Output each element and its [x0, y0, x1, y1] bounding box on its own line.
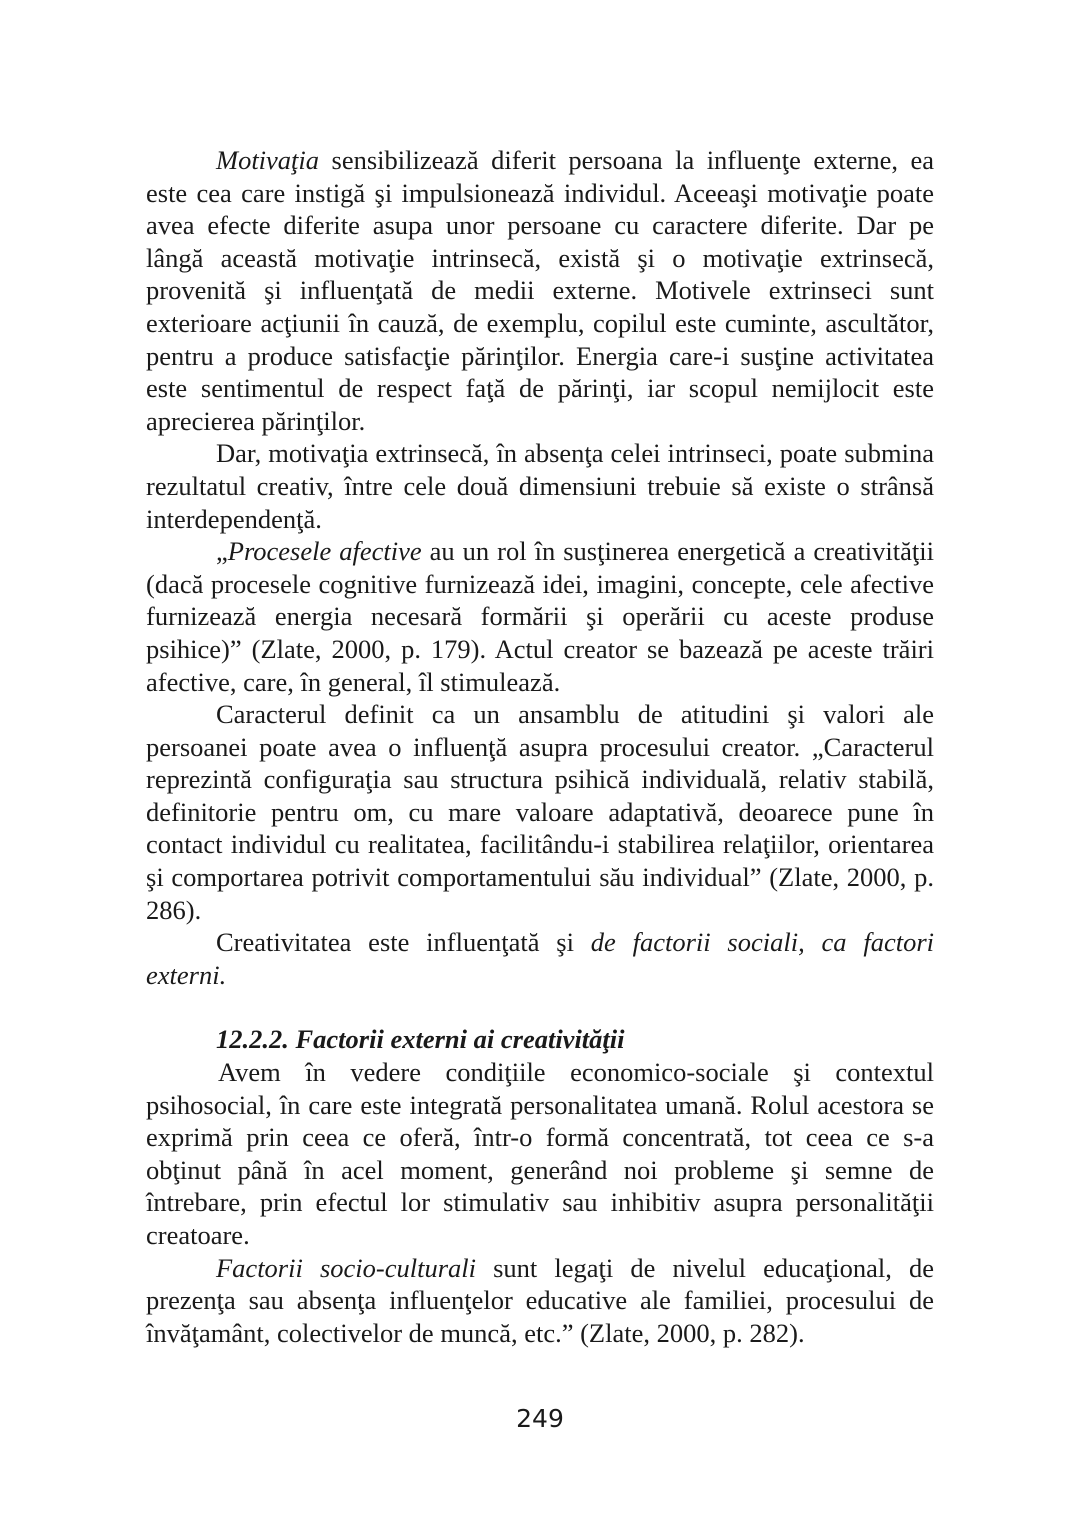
- paragraph-text: au un rol în susţinerea energetică a creativităţii (dacă procesele cognitive furnizează idei, imagini, concepte, cele afective furnizează energia necesară formării şi operării cu aceste produse psihice)” (Zlate, 2000, p. 179). Actul creator se bazează pe aceste trăiri afective, care, în general, îl stimulează.: [146, 536, 934, 697]
- paragraph-text: Avem în vedere condiţiile economico-sociale şi contextul psihosocial, în care este integrată personalitatea umană. Rolul acestora se exprimă prin ceea ce oferă, într-o formă concentrată, tot ceea ce s-a obţinut până în acel moment, generând noi probleme şi semne de întrebare, prin efectul lor stimulativ sau inhibitiv asupra personalităţii creatoare.: [146, 1057, 934, 1250]
- paragraph-factori-socio-culturali: [146, 1252, 934, 1350]
- opening-quote: „: [216, 536, 228, 567]
- paragraph-text: sunt legaţi de nivelul educaţional, de prezenţa sau absenţa influenţelor educative ale familiei, procesului de învăţamânt, colectivelor de muncă, etc.” (Zlate, 2000, p. 282).: [146, 1252, 935, 1348]
- paragraph-text: sensibilizează diferit persoana la influenţe externe, ea este cea care instigă şi impulsionează individul. Aceeaşi motivaţie poate avea efecte diferite asupa unor persoane cu caractere diferite. Dar pe lângă această motivaţie intrinsecă, există şi o motivaţie extrinsecă, provenită şi influenţată de medii externe. Motivele extrinseci sunt exterioare acţiunii în cauză, de exemplu, copilul este cuminte, ascultător, pentru a produce satisfacţie părinţilor. Energia care-i susţine activitatea este sentimentul de respect faţă de părinţi, iar scopul nemijlocit este aprecierea părinţilor.: [146, 145, 934, 436]
- emphasis-factori-socio-culturali: Factorii socio-culturali: [216, 1252, 476, 1283]
- emphasis-procese-afective: Procesele afective: [227, 536, 422, 567]
- emphasis-factori-sociali: de factorii sociali, ca factori externi.: [146, 927, 934, 990]
- emphasis-motivatia: Motivaţia: [216, 145, 320, 175]
- page-number: 249: [516, 1404, 564, 1433]
- paragraph-caracter: [146, 698, 934, 926]
- paragraph-procese-afective: [146, 535, 934, 698]
- paragraph-text: Creativitatea este influenţată şi: [216, 927, 591, 958]
- paragraph-conditii: [146, 1056, 934, 1252]
- paragraph-motivatia-extrinseca: [146, 437, 934, 535]
- paragraph-motivatia: [146, 144, 934, 437]
- section-heading: 12.2.2. Factorii externi ai creativităţii: [216, 1024, 625, 1055]
- paragraph-text: Caracterul definit ca un ansamblu de atitudini şi valori ale persoanei poate avea o influenţă asupra procesului creator. „Caracterul reprezintă configuraţia sau structura psihică individuală, relativ stabilă, definitorie pentru om, cu mare valoare adaptativă, deoarece pune în contact individul cu realitatea, facilitându-i stabilirea relaţiilor, orientarea şi comportarea potrivit comportamentului său individual” (Zlate, 2000, p. 286).: [146, 699, 934, 925]
- paragraph-text: Dar, motivaţia extrinsecă, în absenţa celei intrinseci, poate submina rezultatul creativ, între cele două dimensiuni trebuie să existe o strânsă interdependenţă.: [146, 438, 934, 534]
- paragraph-factori-sociali: [146, 926, 934, 991]
- page-body: [146, 144, 934, 1349]
